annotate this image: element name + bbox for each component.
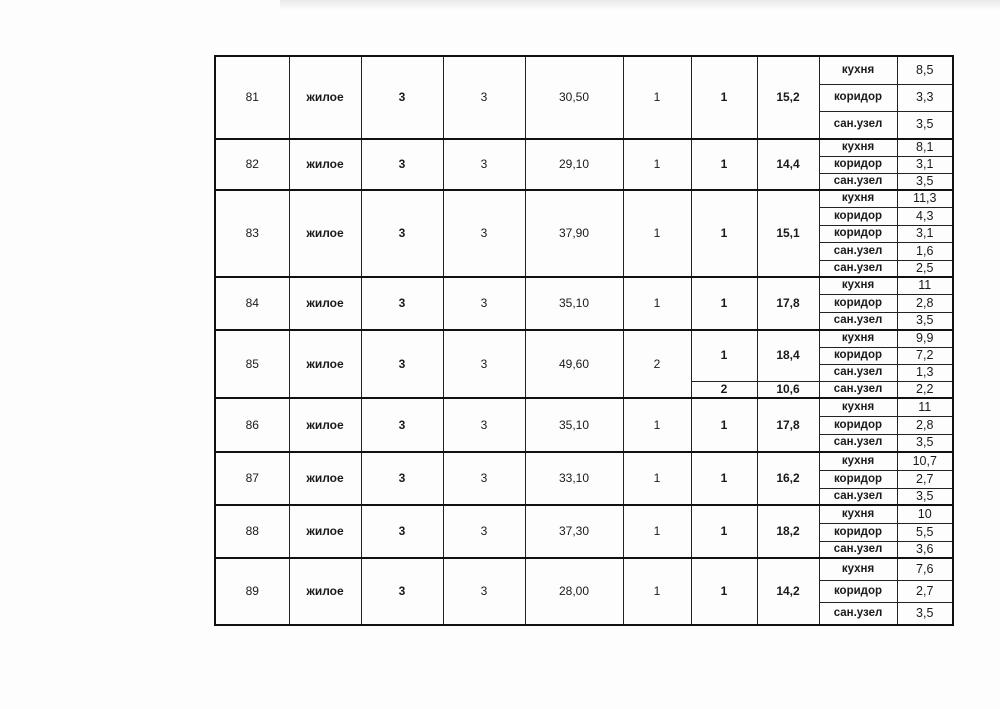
rooms-count-cell: 1 (623, 398, 691, 452)
premises-type-cell: жилое (289, 190, 361, 277)
table-row (215, 190, 953, 207)
aux-room-area-cell: 3,6 (897, 541, 953, 558)
premises-type-cell: жилое (289, 330, 361, 398)
living-room-number-cell: 1 (691, 139, 757, 190)
aux-room-name-cell: сан.узел (819, 364, 897, 381)
column-4-cell: 3 (443, 452, 525, 505)
aux-room-name-cell: сан.узел (819, 173, 897, 190)
column-3-cell: 3 (361, 505, 443, 558)
living-room-number-cell: 1 (691, 330, 757, 381)
premises-type-cell: жилое (289, 398, 361, 452)
rooms-count-cell: 1 (623, 452, 691, 505)
table-row (215, 452, 953, 470)
aux-room-area-cell: 2,8 (897, 294, 953, 312)
aux-room-area-cell: 11 (897, 398, 953, 416)
aux-room-name-cell: кухня (819, 452, 897, 470)
aux-room-area-cell: 4,3 (897, 207, 953, 225)
aux-room-area-cell: 7,6 (897, 558, 953, 580)
living-room-area-cell: 14,2 (757, 558, 819, 625)
apartment-number-cell: 89 (215, 558, 289, 625)
total-area-cell: 29,10 (525, 139, 623, 190)
column-3-cell: 3 (361, 139, 443, 190)
aux-room-name-cell: кухня (819, 558, 897, 580)
aux-room-area-cell: 3,1 (897, 156, 953, 173)
aux-room-area-cell: 8,1 (897, 139, 953, 156)
aux-room-name-cell: коридор (819, 84, 897, 111)
scan-edge-shadow (280, 0, 1000, 10)
aux-room-area-cell: 3,5 (897, 173, 953, 190)
living-room-number-cell: 2 (691, 381, 757, 398)
table-row (215, 398, 953, 416)
aux-room-area-cell: 8,5 (897, 56, 953, 84)
rooms-count-cell: 1 (623, 558, 691, 625)
table-row (215, 558, 953, 580)
apartment-row-group (215, 56, 953, 139)
living-room-area-cell: 18,4 (757, 330, 819, 381)
column-3-cell: 3 (361, 277, 443, 330)
living-room-area-cell: 10,6 (757, 381, 819, 398)
aux-room-area-cell: 11 (897, 277, 953, 294)
table-row (215, 56, 953, 84)
column-4-cell: 3 (443, 56, 525, 139)
aux-room-name-cell: коридор (819, 523, 897, 541)
aux-room-area-cell: 3,3 (897, 84, 953, 111)
apartment-row-group (215, 139, 953, 190)
column-3-cell: 3 (361, 398, 443, 452)
aux-room-name-cell: коридор (819, 294, 897, 312)
aux-room-name-cell: кухня (819, 139, 897, 156)
rooms-count-cell: 2 (623, 330, 691, 398)
apartment-number-cell: 82 (215, 139, 289, 190)
total-area-cell: 35,10 (525, 398, 623, 452)
total-area-cell: 30,50 (525, 56, 623, 139)
aux-room-name-cell: коридор (819, 416, 897, 434)
column-4-cell: 3 (443, 330, 525, 398)
table-row (215, 277, 953, 294)
aux-room-area-cell: 11,3 (897, 190, 953, 207)
aux-room-name-cell: коридор (819, 580, 897, 602)
aux-room-area-cell: 2,2 (897, 381, 953, 398)
aux-room-area-cell: 3,5 (897, 312, 953, 330)
column-4-cell: 3 (443, 139, 525, 190)
aux-room-area-cell: 10 (897, 505, 953, 523)
aux-room-name-cell: кухня (819, 190, 897, 207)
apartment-row-group (215, 398, 953, 452)
apartment-number-cell: 88 (215, 505, 289, 558)
aux-room-area-cell: 3,5 (897, 434, 953, 452)
aux-room-name-cell: коридор (819, 470, 897, 488)
living-room-number-cell: 1 (691, 558, 757, 625)
aux-room-name-cell: сан.узел (819, 488, 897, 505)
aux-room-name-cell: кухня (819, 56, 897, 84)
column-4-cell: 3 (443, 558, 525, 625)
premises-type-cell: жилое (289, 277, 361, 330)
aux-room-name-cell: коридор (819, 207, 897, 225)
premises-type-cell: жилое (289, 558, 361, 625)
rooms-count-cell: 1 (623, 190, 691, 277)
aux-room-area-cell: 9,9 (897, 330, 953, 347)
aux-room-area-cell: 10,7 (897, 452, 953, 470)
living-room-area-cell: 15,2 (757, 56, 819, 139)
column-4-cell: 3 (443, 190, 525, 277)
column-3-cell: 3 (361, 330, 443, 398)
aux-room-area-cell: 3,1 (897, 225, 953, 242)
rooms-count-cell: 1 (623, 505, 691, 558)
table-row (215, 505, 953, 523)
apartment-row-group (215, 452, 953, 505)
column-4-cell: 3 (443, 398, 525, 452)
aux-room-area-cell: 1,6 (897, 242, 953, 260)
living-room-area-cell: 18,2 (757, 505, 819, 558)
apartment-row-group (215, 505, 953, 558)
living-room-area-cell: 17,8 (757, 277, 819, 330)
aux-room-area-cell: 5,5 (897, 523, 953, 541)
premises-type-cell: жилое (289, 505, 361, 558)
rooms-count-cell: 1 (623, 56, 691, 139)
aux-room-area-cell: 3,5 (897, 488, 953, 505)
total-area-cell: 35,10 (525, 277, 623, 330)
column-4-cell: 3 (443, 505, 525, 558)
aux-room-name-cell: сан.узел (819, 260, 897, 277)
column-3-cell: 3 (361, 558, 443, 625)
aux-room-name-cell: сан.узел (819, 541, 897, 558)
aux-room-area-cell: 7,2 (897, 347, 953, 364)
aux-room-name-cell: кухня (819, 505, 897, 523)
total-area-cell: 37,30 (525, 505, 623, 558)
aux-room-area-cell: 1,3 (897, 364, 953, 381)
aux-room-name-cell: кухня (819, 330, 897, 347)
aux-room-name-cell: коридор (819, 156, 897, 173)
living-room-number-cell: 1 (691, 277, 757, 330)
living-room-area-cell: 15,1 (757, 190, 819, 277)
living-room-number-cell: 1 (691, 452, 757, 505)
living-room-number-cell: 1 (691, 190, 757, 277)
column-3-cell: 3 (361, 452, 443, 505)
apartment-number-cell: 87 (215, 452, 289, 505)
living-room-number-cell: 1 (691, 56, 757, 139)
aux-room-name-cell: сан.узел (819, 111, 897, 139)
total-area-cell: 33,10 (525, 452, 623, 505)
living-room-area-cell: 16,2 (757, 452, 819, 505)
aux-room-name-cell: коридор (819, 225, 897, 242)
column-4-cell: 3 (443, 277, 525, 330)
apartments-table (214, 55, 954, 626)
total-area-cell: 37,90 (525, 190, 623, 277)
apartment-number-cell: 83 (215, 190, 289, 277)
aux-room-name-cell: сан.узел (819, 242, 897, 260)
apartment-number-cell: 86 (215, 398, 289, 452)
apartment-row-group (215, 190, 953, 277)
aux-room-area-cell: 2,8 (897, 416, 953, 434)
aux-room-area-cell: 2,5 (897, 260, 953, 277)
table-row (215, 330, 953, 347)
apartment-row-group (215, 558, 953, 625)
column-3-cell: 3 (361, 190, 443, 277)
living-room-area-cell: 17,8 (757, 398, 819, 452)
living-room-number-cell: 1 (691, 398, 757, 452)
table-row (215, 139, 953, 156)
aux-room-area-cell: 3,5 (897, 602, 953, 625)
aux-room-area-cell: 2,7 (897, 580, 953, 602)
premises-type-cell: жилое (289, 56, 361, 139)
aux-room-name-cell: кухня (819, 277, 897, 294)
premises-type-cell: жилое (289, 139, 361, 190)
total-area-cell: 49,60 (525, 330, 623, 398)
rooms-count-cell: 1 (623, 139, 691, 190)
rooms-count-cell: 1 (623, 277, 691, 330)
apartment-row-group (215, 330, 953, 398)
aux-room-area-cell: 3,5 (897, 111, 953, 139)
aux-room-name-cell: коридор (819, 347, 897, 364)
living-room-area-cell: 14,4 (757, 139, 819, 190)
column-3-cell: 3 (361, 56, 443, 139)
apartment-number-cell: 81 (215, 56, 289, 139)
aux-room-name-cell: сан.узел (819, 381, 897, 398)
apartment-number-cell: 85 (215, 330, 289, 398)
living-room-number-cell: 1 (691, 505, 757, 558)
premises-type-cell: жилое (289, 452, 361, 505)
aux-room-name-cell: сан.узел (819, 312, 897, 330)
apartment-row-group (215, 277, 953, 330)
aux-room-name-cell: сан.узел (819, 602, 897, 625)
aux-room-name-cell: кухня (819, 398, 897, 416)
apartment-number-cell: 84 (215, 277, 289, 330)
aux-room-area-cell: 2,7 (897, 470, 953, 488)
total-area-cell: 28,00 (525, 558, 623, 625)
aux-room-name-cell: сан.узел (819, 434, 897, 452)
